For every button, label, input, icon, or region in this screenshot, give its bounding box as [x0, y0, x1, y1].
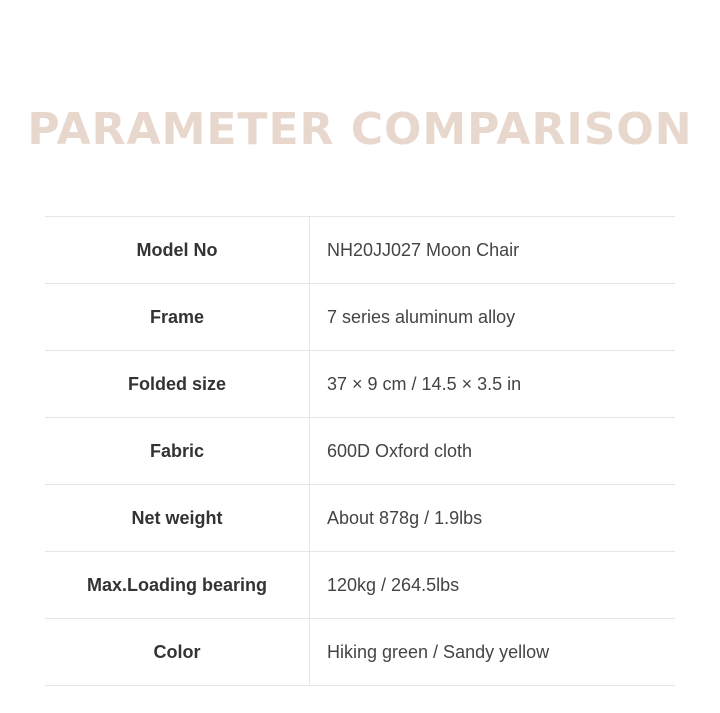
row-label: Folded size — [45, 351, 310, 417]
row-value: 7 series aluminum alloy — [327, 306, 516, 327]
row-label: Max.Loading bearing — [45, 552, 310, 618]
row-label: Model No — [45, 217, 310, 283]
row-value: About 878g / 1.9lbs — [327, 507, 483, 528]
table-row-max-loading — [45, 552, 675, 619]
row-label: Fabric — [45, 418, 310, 484]
row-value: NH20JJ027 Moon Chair — [327, 239, 520, 260]
parameter-table — [45, 216, 675, 686]
table-row-fabric — [45, 418, 675, 485]
table-row-folded-size — [45, 351, 675, 418]
row-value: 37 × 9 cm / 14.5 × 3.5 in — [327, 373, 522, 394]
table-row-model-no — [45, 217, 675, 284]
row-label: Net weight — [45, 485, 310, 551]
row-value: 120kg / 264.5lbs — [327, 574, 460, 595]
row-value: 600D Oxford cloth — [327, 440, 473, 461]
table-row-net-weight — [45, 485, 675, 552]
table-row-frame — [45, 284, 675, 351]
page-title: PARAMETER COMPARISON — [27, 104, 693, 155]
row-label: Color — [45, 619, 310, 685]
row-label: Frame — [45, 284, 310, 350]
row-value: Hiking green / Sandy yellow — [327, 641, 550, 662]
table-row-color — [45, 619, 675, 686]
